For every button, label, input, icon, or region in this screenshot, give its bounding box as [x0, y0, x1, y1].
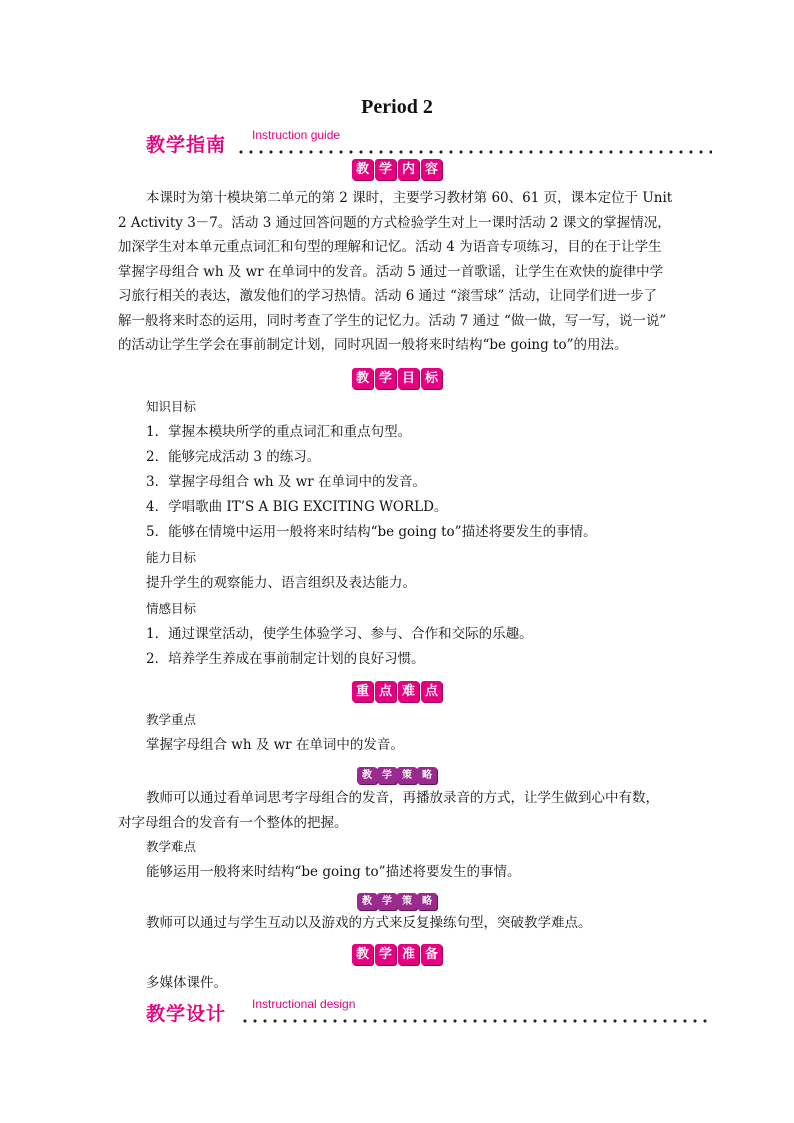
section-title-en: Instructional design: [252, 997, 356, 1011]
objective-item: 1．通过课堂活动，使学生体验学习、参与、合作和交际的乐趣。: [146, 626, 533, 642]
ability-objective-text: 提升学生的观察能力、语言组织及表达能力。: [146, 575, 416, 591]
objective-item: 3．掌握字母组合 wh 及 wr 在单词中的发音。: [146, 474, 427, 490]
paragraph-line: 教师可以通过看单词思考字母组合的发音，再播放录音的方式，让学生做到心中有数，: [146, 790, 659, 806]
badge-char: 备: [421, 944, 442, 965]
knowledge-objectives-heading: 知识目标: [146, 399, 197, 414]
badge-teaching-preparation: [0, 943, 794, 965]
badge-char: 点: [421, 681, 442, 702]
badge-teaching-strategy: [0, 889, 794, 911]
section-header-instructional-design: [146, 997, 712, 1027]
key-points-text: 掌握字母组合 wh 及 wr 在单词中的发音。: [146, 737, 404, 753]
badge-char: 标: [421, 368, 442, 389]
badge-teaching-content: [0, 158, 794, 180]
badge-char: 略: [417, 893, 437, 910]
paragraph-line: 的活动让学生学会在事前制定计划，同时巩固一般将来时结构“be going to”的用法。: [118, 337, 628, 353]
ability-objectives-heading: 能力目标: [146, 550, 197, 565]
section-title-en: Instruction guide: [252, 128, 341, 142]
badge-char: 教: [352, 159, 373, 180]
paragraph-line: 2 Activity 3－7。活动 3 通过回答问题的方式检验学生对上一课时活动 2 课文的掌握情况，: [118, 214, 671, 231]
badge-teaching-objectives: [0, 367, 794, 389]
badge-char: 容: [421, 159, 442, 180]
paragraph-line: 掌握字母组合 wh 及 wr 在单词中的发音。活动 5 通过一首歌谣，让学生在欢快的旋律中学: [118, 263, 664, 280]
page-title: Period 2: [361, 96, 433, 118]
content-paragraph: [118, 186, 714, 358]
dotted-rule: [240, 1019, 712, 1023]
objective-item: 2．培养学生养成在事前制定计划的良好习惯。: [146, 651, 425, 667]
badge-char: 内: [398, 159, 419, 180]
badge-teaching-strategy: [0, 763, 794, 785]
badge-char: 教: [357, 767, 377, 784]
badge-char: 教: [352, 368, 373, 389]
badge-key-difficult-points: [0, 680, 794, 702]
difficult-points-heading: 教学难点: [146, 839, 197, 854]
badge-char: 学: [375, 944, 396, 965]
key-strategy-paragraph: [118, 786, 714, 835]
badge-char: 目: [398, 368, 419, 389]
section-header-instruction-guide: [146, 128, 712, 158]
badge-char: 学: [377, 767, 397, 784]
section-title-cn: 教学指南: [146, 134, 227, 156]
badge-char: 策: [397, 767, 417, 784]
badge-char: 教: [352, 944, 373, 965]
difficult-strategy-text: 教师可以通过与学生互动以及游戏的方式来反复操练句型，突破教学难点。: [146, 915, 592, 931]
emotion-objectives-heading: 情感目标: [146, 601, 197, 616]
badge-char: 策: [397, 893, 417, 910]
badge-char: 学: [377, 893, 397, 910]
objective-item: 1．掌握本模块所学的重点词汇和重点句型。: [146, 424, 412, 440]
badge-char: 难: [398, 681, 419, 702]
section-title-cn: 教学设计: [146, 1003, 227, 1025]
paragraph-line: 本课时为第十模块第二单元的第 2 课时，主要学习教材第 60、61 页，课本定位于 Unit: [146, 190, 673, 206]
badge-char: 重: [352, 681, 373, 702]
objective-item: 5．能够在情境中运用一般将来时结构“be going to”描述将要发生的事情。: [146, 524, 597, 540]
difficult-points-text: 能够运用一般将来时结构“be going to”描述将要发生的事情。: [146, 864, 521, 880]
objective-item: 2．能够完成活动 3 的练习。: [146, 449, 321, 465]
key-points-heading: 教学重点: [146, 712, 197, 727]
paragraph-line: 加深学生对本单元重点词汇和句型的理解和记忆。活动 4 为语音专项练习，目的在于让学生: [118, 239, 662, 255]
badge-char: 准: [398, 944, 419, 965]
badge-char: 点: [375, 681, 396, 702]
badge-char: 学: [375, 159, 396, 180]
paragraph-line: 习旅行相关的表达，激发他们的学习热情。活动 6 通过 “滚雪球” 活动，让同学们进一步了: [118, 288, 658, 304]
paragraph-line: 解一般将来时态的运用，同时考查了学生的记忆力。活动 7 通过 “做一做，写一写，说一说”: [118, 312, 667, 329]
objective-item: 4．学唱歌曲 IT’S A BIG EXCITING WORLD。: [146, 499, 448, 515]
badge-char: 略: [417, 767, 437, 784]
badge-char: 学: [375, 368, 396, 389]
paragraph-line: 对字母组合的发音有一个整体的把握。: [118, 814, 348, 831]
dotted-rule: [236, 150, 712, 154]
preparation-text: 多媒体课件。: [146, 975, 227, 991]
badge-char: 教: [357, 893, 377, 910]
